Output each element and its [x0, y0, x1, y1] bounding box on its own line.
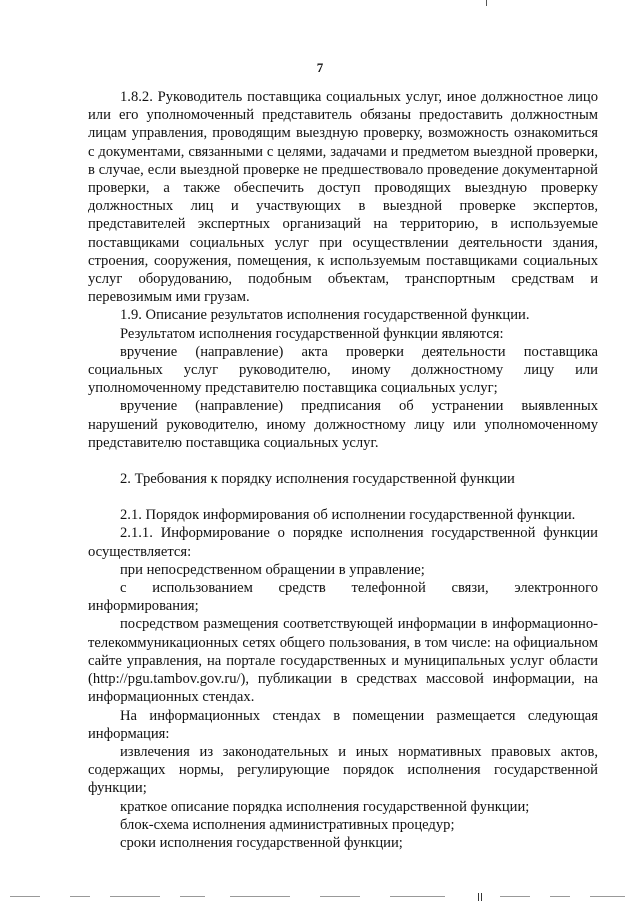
paragraph-1-8-2: 1.8.2. Руководитель поставщика социальных услуг, иное должностное лицо или его уполномоченный представитель обязаны предоставить должностным лицам управления, проводящим выездную проверку, возможность ознакомиться с документами, связанными с целями, задачами и предметом выездной проверки, в случае, если выездной проверке не предшествовало проведение документарной проверки, а также обеспечить доступ проводящих выездную проверку должностных лиц и участвующих в выездной проверке экспертов, представителей экспертных организаций на территорию, в используемые поставщиками социальных услуг при осуществлении деятельности здания, строения, сооружения, помещения, к используемым поставщиками социальных услуг оборудованию, подобным объектам, транспортным средствам и перевозимым ими грузам. [88, 89, 598, 306]
page-number: 7 [316, 60, 324, 75]
list-item-direct: при непосредственном обращении в управление; [120, 561, 425, 578]
list-item-deadlines: сроки исполнения государственной функции; [120, 834, 403, 851]
section-heading: 2. Требования к порядку исполнения государственной функции [120, 471, 515, 488]
list-item-internet: посредством размещения соответствующей информации в информационно-телекоммуникационных сетях общего пользования, в том числе: на официальном сайте управления, на портале государственных и муниципальных услуг области (http://pgu.tambov.gov.ru/), публикации в средствах массовой информации, на информационных стендах. [88, 616, 598, 706]
list-item-phone: с использованием средств телефонной связи, электронного информирования; [88, 580, 598, 615]
paragraph-result-act: вручение (направление) акта проверки деятельности поставщика социальных услуг руководителю, иному должностному лицу или уполномоченному представителю поставщика социальных услуг; [88, 343, 598, 397]
scan-artifact-bottom [0, 893, 640, 899]
list-item-description: краткое описание порядка исполнения государственной функции; [120, 798, 530, 815]
paragraph-result-order: вручение (направление) предписания об устранении выявленных нарушений руководителю, иному должностному лицу или уполномоченному представителю поставщика социальных услуг. [88, 398, 598, 451]
scan-artifact-top [486, 0, 487, 6]
paragraph-2-1: 2.1. Порядок информирования об исполнении государственной функции. [120, 507, 576, 524]
paragraph-result-intro: Результатом исполнения государственной функции являются: [120, 325, 504, 342]
list-item-flowchart: блок-схема исполнения административных процедур; [120, 816, 455, 833]
paragraph-2-1-1: 2.1.1. Информирование о порядке исполнения государственной функции осуществляется: [88, 525, 598, 560]
list-item-extracts: извлечения из законодательных и иных нормативных правовых актов, содержащих нормы, регулирующие порядок исполнения государственной функции; [88, 743, 598, 797]
document-body [88, 88, 598, 852]
paragraph-1-9: 1.9. Описание результатов исполнения государственной функции. [120, 307, 530, 324]
paragraph-stands: На информационных стендах в помещении размещается следующая информация: [88, 707, 598, 742]
